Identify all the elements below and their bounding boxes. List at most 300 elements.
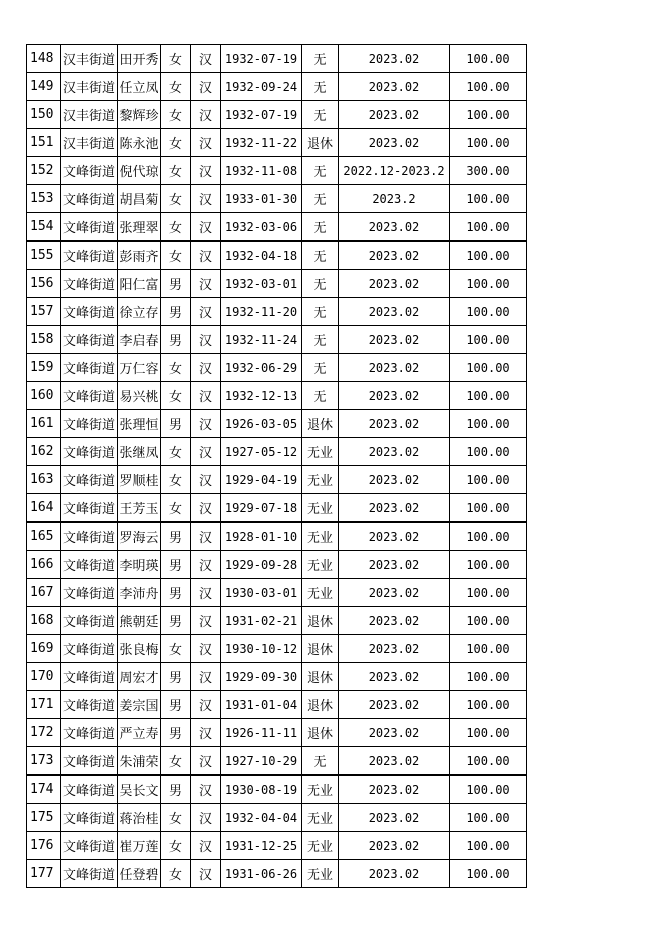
table-row — [27, 241, 527, 270]
amount-cell: 100.00 — [450, 185, 527, 213]
amount-cell: 100.00 — [450, 354, 527, 382]
row-number-cell: 164 — [27, 494, 61, 523]
row-number-cell: 160 — [27, 382, 61, 410]
ethnicity-cell: 汉 — [191, 241, 221, 270]
street-cell: 文峰街道 — [61, 382, 118, 410]
birth-date-cell: 1932-11-22 — [221, 129, 302, 157]
street-cell: 文峰街道 — [61, 551, 118, 579]
name-cell: 李启春 — [118, 326, 161, 354]
ethnicity-cell: 汉 — [191, 270, 221, 298]
table-row — [27, 551, 527, 579]
birth-date-cell: 1931-12-25 — [221, 832, 302, 860]
table-row — [27, 691, 527, 719]
occupation-cell: 无 — [302, 298, 339, 326]
occupation-cell: 退休 — [302, 719, 339, 747]
birth-date-cell: 1930-08-19 — [221, 775, 302, 804]
amount-cell: 100.00 — [450, 73, 527, 101]
table-row — [27, 354, 527, 382]
period-cell: 2023.02 — [339, 832, 450, 860]
street-cell: 文峰街道 — [61, 354, 118, 382]
gender-cell: 女 — [161, 832, 191, 860]
table-row — [27, 663, 527, 691]
row-number-cell: 174 — [27, 775, 61, 804]
birth-date-cell: 1926-11-11 — [221, 719, 302, 747]
street-cell: 文峰街道 — [61, 466, 118, 494]
name-cell: 罗顺桂 — [118, 466, 161, 494]
birth-date-cell: 1932-07-19 — [221, 101, 302, 129]
table-row — [27, 775, 527, 804]
row-number-cell: 153 — [27, 185, 61, 213]
street-cell: 文峰街道 — [61, 241, 118, 270]
table-row — [27, 382, 527, 410]
ethnicity-cell: 汉 — [191, 354, 221, 382]
table-row — [27, 607, 527, 635]
period-cell: 2023.02 — [339, 129, 450, 157]
gender-cell: 女 — [161, 101, 191, 129]
table-row — [27, 804, 527, 832]
ethnicity-cell: 汉 — [191, 522, 221, 551]
occupation-cell: 退休 — [302, 410, 339, 438]
table-row — [27, 270, 527, 298]
amount-cell: 100.00 — [450, 466, 527, 494]
ethnicity-cell: 汉 — [191, 719, 221, 747]
amount-cell: 100.00 — [450, 804, 527, 832]
name-cell: 胡昌菊 — [118, 185, 161, 213]
ethnicity-cell: 汉 — [191, 326, 221, 354]
row-number-cell: 154 — [27, 213, 61, 242]
amount-cell: 100.00 — [450, 298, 527, 326]
street-cell: 文峰街道 — [61, 298, 118, 326]
row-number-cell: 148 — [27, 45, 61, 73]
street-cell: 文峰街道 — [61, 747, 118, 776]
period-cell: 2023.02 — [339, 270, 450, 298]
amount-cell: 100.00 — [450, 129, 527, 157]
birth-date-cell: 1933-01-30 — [221, 185, 302, 213]
period-cell: 2023.02 — [339, 691, 450, 719]
name-cell: 任登碧 — [118, 860, 161, 888]
ethnicity-cell: 汉 — [191, 691, 221, 719]
ethnicity-cell: 汉 — [191, 213, 221, 242]
amount-cell: 100.00 — [450, 775, 527, 804]
birth-date-cell: 1932-04-04 — [221, 804, 302, 832]
occupation-cell: 无业 — [302, 775, 339, 804]
name-cell: 王芳玉 — [118, 494, 161, 523]
occupation-cell: 无业 — [302, 466, 339, 494]
name-cell: 崔万莲 — [118, 832, 161, 860]
amount-cell: 100.00 — [450, 691, 527, 719]
birth-date-cell: 1927-10-29 — [221, 747, 302, 776]
birth-date-cell: 1927-05-12 — [221, 438, 302, 466]
name-cell: 徐立存 — [118, 298, 161, 326]
amount-cell: 100.00 — [450, 832, 527, 860]
birth-date-cell: 1932-09-24 — [221, 73, 302, 101]
occupation-cell: 无业 — [302, 579, 339, 607]
gender-cell: 男 — [161, 551, 191, 579]
gender-cell: 女 — [161, 157, 191, 185]
row-number-cell: 172 — [27, 719, 61, 747]
street-cell: 文峰街道 — [61, 270, 118, 298]
occupation-cell: 无 — [302, 45, 339, 73]
period-cell: 2023.2 — [339, 185, 450, 213]
ethnicity-cell: 汉 — [191, 73, 221, 101]
occupation-cell: 退休 — [302, 129, 339, 157]
occupation-cell: 无 — [302, 270, 339, 298]
name-cell: 李沛舟 — [118, 579, 161, 607]
birth-date-cell: 1931-06-26 — [221, 860, 302, 888]
birth-date-cell: 1930-10-12 — [221, 635, 302, 663]
occupation-cell: 无业 — [302, 860, 339, 888]
table-row — [27, 185, 527, 213]
ethnicity-cell: 汉 — [191, 101, 221, 129]
name-cell: 张理翠 — [118, 213, 161, 242]
ethnicity-cell: 汉 — [191, 494, 221, 523]
table-row — [27, 494, 527, 523]
row-number-cell: 168 — [27, 607, 61, 635]
ethnicity-cell: 汉 — [191, 747, 221, 776]
amount-cell: 100.00 — [450, 663, 527, 691]
table-row — [27, 213, 527, 242]
ethnicity-cell: 汉 — [191, 129, 221, 157]
name-cell: 蒋治桂 — [118, 804, 161, 832]
occupation-cell: 退休 — [302, 607, 339, 635]
gender-cell: 女 — [161, 382, 191, 410]
occupation-cell: 退休 — [302, 635, 339, 663]
birth-date-cell: 1932-04-18 — [221, 241, 302, 270]
period-cell: 2023.02 — [339, 804, 450, 832]
amount-cell: 100.00 — [450, 522, 527, 551]
row-number-cell: 155 — [27, 241, 61, 270]
amount-cell: 100.00 — [450, 747, 527, 776]
amount-cell: 100.00 — [450, 719, 527, 747]
occupation-cell: 无 — [302, 185, 339, 213]
ethnicity-cell: 汉 — [191, 185, 221, 213]
amount-cell: 100.00 — [450, 860, 527, 888]
gender-cell: 男 — [161, 410, 191, 438]
table-row — [27, 298, 527, 326]
table-row — [27, 45, 527, 73]
amount-cell: 100.00 — [450, 45, 527, 73]
row-number-cell: 170 — [27, 663, 61, 691]
table-row — [27, 719, 527, 747]
gender-cell: 女 — [161, 804, 191, 832]
row-number-cell: 152 — [27, 157, 61, 185]
gender-cell: 男 — [161, 607, 191, 635]
occupation-cell: 无业 — [302, 438, 339, 466]
ethnicity-cell: 汉 — [191, 860, 221, 888]
data-table — [26, 44, 527, 888]
name-cell: 熊朝廷 — [118, 607, 161, 635]
street-cell: 文峰街道 — [61, 494, 118, 523]
period-cell: 2023.02 — [339, 45, 450, 73]
row-number-cell: 158 — [27, 326, 61, 354]
street-cell: 文峰街道 — [61, 832, 118, 860]
street-cell: 汉丰街道 — [61, 73, 118, 101]
gender-cell: 女 — [161, 494, 191, 523]
occupation-cell: 无业 — [302, 832, 339, 860]
period-cell: 2023.02 — [339, 410, 450, 438]
birth-date-cell: 1928-01-10 — [221, 522, 302, 551]
period-cell: 2023.02 — [339, 494, 450, 523]
gender-cell: 女 — [161, 747, 191, 776]
street-cell: 文峰街道 — [61, 804, 118, 832]
amount-cell: 100.00 — [450, 607, 527, 635]
amount-cell: 100.00 — [450, 382, 527, 410]
occupation-cell: 无业 — [302, 804, 339, 832]
occupation-cell: 无 — [302, 354, 339, 382]
street-cell: 文峰街道 — [61, 157, 118, 185]
name-cell: 姜宗国 — [118, 691, 161, 719]
birth-date-cell: 1932-12-13 — [221, 382, 302, 410]
name-cell: 严立寿 — [118, 719, 161, 747]
street-cell: 汉丰街道 — [61, 45, 118, 73]
row-number-cell: 151 — [27, 129, 61, 157]
ethnicity-cell: 汉 — [191, 157, 221, 185]
ethnicity-cell: 汉 — [191, 298, 221, 326]
table-row — [27, 832, 527, 860]
row-number-cell: 149 — [27, 73, 61, 101]
gender-cell: 男 — [161, 298, 191, 326]
row-number-cell: 173 — [27, 747, 61, 776]
ethnicity-cell: 汉 — [191, 775, 221, 804]
table-row — [27, 522, 527, 551]
amount-cell: 100.00 — [450, 579, 527, 607]
table-row — [27, 129, 527, 157]
name-cell: 张良梅 — [118, 635, 161, 663]
row-number-cell: 167 — [27, 579, 61, 607]
row-number-cell: 169 — [27, 635, 61, 663]
birth-date-cell: 1929-07-18 — [221, 494, 302, 523]
period-cell: 2023.02 — [339, 719, 450, 747]
street-cell: 汉丰街道 — [61, 101, 118, 129]
amount-cell: 100.00 — [450, 241, 527, 270]
ethnicity-cell: 汉 — [191, 579, 221, 607]
row-number-cell: 176 — [27, 832, 61, 860]
table-row — [27, 438, 527, 466]
street-cell: 汉丰街道 — [61, 129, 118, 157]
ethnicity-cell: 汉 — [191, 438, 221, 466]
period-cell: 2023.02 — [339, 860, 450, 888]
birth-date-cell: 1931-02-21 — [221, 607, 302, 635]
occupation-cell: 无 — [302, 73, 339, 101]
table-body — [27, 45, 527, 888]
name-cell: 万仁容 — [118, 354, 161, 382]
gender-cell: 男 — [161, 579, 191, 607]
street-cell: 文峰街道 — [61, 691, 118, 719]
gender-cell: 女 — [161, 438, 191, 466]
street-cell: 文峰街道 — [61, 522, 118, 551]
table-row — [27, 326, 527, 354]
gender-cell: 男 — [161, 691, 191, 719]
occupation-cell: 退休 — [302, 691, 339, 719]
name-cell: 彭雨齐 — [118, 241, 161, 270]
row-number-cell: 150 — [27, 101, 61, 129]
gender-cell: 男 — [161, 522, 191, 551]
table-row — [27, 860, 527, 888]
gender-cell: 女 — [161, 129, 191, 157]
name-cell: 任立凤 — [118, 73, 161, 101]
period-cell: 2023.02 — [339, 382, 450, 410]
gender-cell: 女 — [161, 241, 191, 270]
amount-cell: 100.00 — [450, 438, 527, 466]
street-cell: 文峰街道 — [61, 213, 118, 242]
row-number-cell: 157 — [27, 298, 61, 326]
table-row — [27, 466, 527, 494]
birth-date-cell: 1932-03-01 — [221, 270, 302, 298]
ethnicity-cell: 汉 — [191, 466, 221, 494]
gender-cell: 女 — [161, 860, 191, 888]
row-number-cell: 163 — [27, 466, 61, 494]
street-cell: 文峰街道 — [61, 775, 118, 804]
period-cell: 2023.02 — [339, 635, 450, 663]
name-cell: 吴长文 — [118, 775, 161, 804]
street-cell: 文峰街道 — [61, 410, 118, 438]
street-cell: 文峰街道 — [61, 719, 118, 747]
period-cell: 2023.02 — [339, 101, 450, 129]
name-cell: 周宏才 — [118, 663, 161, 691]
period-cell: 2023.02 — [339, 241, 450, 270]
gender-cell: 女 — [161, 185, 191, 213]
gender-cell: 女 — [161, 466, 191, 494]
amount-cell: 100.00 — [450, 494, 527, 523]
row-number-cell: 161 — [27, 410, 61, 438]
ethnicity-cell: 汉 — [191, 635, 221, 663]
ethnicity-cell: 汉 — [191, 607, 221, 635]
period-cell: 2023.02 — [339, 663, 450, 691]
row-number-cell: 177 — [27, 860, 61, 888]
amount-cell: 100.00 — [450, 213, 527, 242]
occupation-cell: 无 — [302, 101, 339, 129]
birth-date-cell: 1929-09-30 — [221, 663, 302, 691]
name-cell: 李明瑛 — [118, 551, 161, 579]
street-cell: 文峰街道 — [61, 635, 118, 663]
table-row — [27, 410, 527, 438]
row-number-cell: 165 — [27, 522, 61, 551]
gender-cell: 女 — [161, 45, 191, 73]
row-number-cell: 156 — [27, 270, 61, 298]
birth-date-cell: 1932-07-19 — [221, 45, 302, 73]
ethnicity-cell: 汉 — [191, 551, 221, 579]
occupation-cell: 无 — [302, 382, 339, 410]
occupation-cell: 无 — [302, 241, 339, 270]
period-cell: 2023.02 — [339, 213, 450, 242]
name-cell: 朱浦荣 — [118, 747, 161, 776]
period-cell: 2022.12-2023.2 — [339, 157, 450, 185]
amount-cell: 100.00 — [450, 410, 527, 438]
period-cell: 2023.02 — [339, 579, 450, 607]
amount-cell: 300.00 — [450, 157, 527, 185]
row-number-cell: 159 — [27, 354, 61, 382]
amount-cell: 100.00 — [450, 270, 527, 298]
period-cell: 2023.02 — [339, 522, 450, 551]
name-cell: 倪代琼 — [118, 157, 161, 185]
period-cell: 2023.02 — [339, 607, 450, 635]
occupation-cell: 无业 — [302, 551, 339, 579]
gender-cell: 女 — [161, 73, 191, 101]
period-cell: 2023.02 — [339, 466, 450, 494]
occupation-cell: 无 — [302, 157, 339, 185]
name-cell: 易兴桃 — [118, 382, 161, 410]
ethnicity-cell: 汉 — [191, 410, 221, 438]
street-cell: 文峰街道 — [61, 185, 118, 213]
name-cell: 张继凤 — [118, 438, 161, 466]
ethnicity-cell: 汉 — [191, 804, 221, 832]
birth-date-cell: 1929-09-28 — [221, 551, 302, 579]
occupation-cell: 退休 — [302, 663, 339, 691]
period-cell: 2023.02 — [339, 326, 450, 354]
ethnicity-cell: 汉 — [191, 45, 221, 73]
gender-cell: 男 — [161, 663, 191, 691]
birth-date-cell: 1929-04-19 — [221, 466, 302, 494]
occupation-cell: 无业 — [302, 522, 339, 551]
street-cell: 文峰街道 — [61, 579, 118, 607]
gender-cell: 男 — [161, 326, 191, 354]
gender-cell: 女 — [161, 213, 191, 242]
table-row — [27, 157, 527, 185]
name-cell: 张理恒 — [118, 410, 161, 438]
birth-date-cell: 1926-03-05 — [221, 410, 302, 438]
ethnicity-cell: 汉 — [191, 663, 221, 691]
street-cell: 文峰街道 — [61, 663, 118, 691]
street-cell: 文峰街道 — [61, 438, 118, 466]
table-row — [27, 747, 527, 776]
table-row — [27, 101, 527, 129]
birth-date-cell: 1932-11-24 — [221, 326, 302, 354]
name-cell: 黎辉珍 — [118, 101, 161, 129]
gender-cell: 女 — [161, 354, 191, 382]
occupation-cell: 无 — [302, 326, 339, 354]
row-number-cell: 166 — [27, 551, 61, 579]
occupation-cell: 无 — [302, 213, 339, 242]
ethnicity-cell: 汉 — [191, 382, 221, 410]
period-cell: 2023.02 — [339, 747, 450, 776]
birth-date-cell: 1931-01-04 — [221, 691, 302, 719]
row-number-cell: 162 — [27, 438, 61, 466]
table-row — [27, 73, 527, 101]
occupation-cell: 无业 — [302, 494, 339, 523]
name-cell: 阳仁富 — [118, 270, 161, 298]
amount-cell: 100.00 — [450, 101, 527, 129]
birth-date-cell: 1932-03-06 — [221, 213, 302, 242]
gender-cell: 男 — [161, 775, 191, 804]
table-row — [27, 635, 527, 663]
street-cell: 文峰街道 — [61, 607, 118, 635]
period-cell: 2023.02 — [339, 354, 450, 382]
period-cell: 2023.02 — [339, 775, 450, 804]
street-cell: 文峰街道 — [61, 326, 118, 354]
gender-cell: 女 — [161, 635, 191, 663]
period-cell: 2023.02 — [339, 438, 450, 466]
period-cell: 2023.02 — [339, 73, 450, 101]
gender-cell: 男 — [161, 270, 191, 298]
period-cell: 2023.02 — [339, 298, 450, 326]
amount-cell: 100.00 — [450, 635, 527, 663]
birth-date-cell: 1932-11-08 — [221, 157, 302, 185]
gender-cell: 男 — [161, 719, 191, 747]
name-cell: 陈永池 — [118, 129, 161, 157]
ethnicity-cell: 汉 — [191, 832, 221, 860]
birth-date-cell: 1930-03-01 — [221, 579, 302, 607]
row-number-cell: 171 — [27, 691, 61, 719]
amount-cell: 100.00 — [450, 326, 527, 354]
row-number-cell: 175 — [27, 804, 61, 832]
birth-date-cell: 1932-11-20 — [221, 298, 302, 326]
occupation-cell: 无 — [302, 747, 339, 776]
name-cell: 罗海云 — [118, 522, 161, 551]
table-row — [27, 579, 527, 607]
name-cell: 田开秀 — [118, 45, 161, 73]
period-cell: 2023.02 — [339, 551, 450, 579]
birth-date-cell: 1932-06-29 — [221, 354, 302, 382]
